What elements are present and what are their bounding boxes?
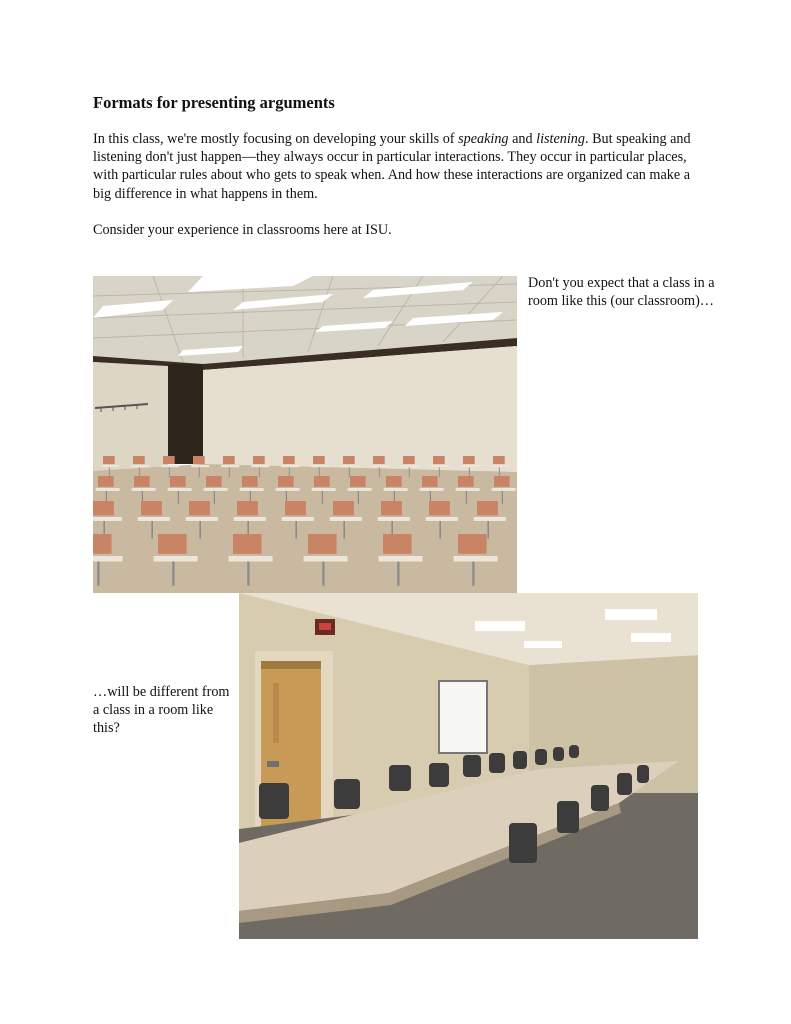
consider-paragraph: Consider your experience in classrooms here at ISU.	[93, 222, 392, 238]
intro-text-1: In this class, we're mostly focusing on developing your skills of	[93, 131, 459, 147]
conference-caption: …will be different from a class in a room like this?	[93, 684, 230, 737]
intro-text-2: and	[508, 131, 537, 147]
classroom-caption: Don't you expect that a class in a room like this (our classroom)…	[528, 275, 715, 310]
conference-room-photo	[239, 593, 698, 939]
intro-emphasis-speaking: speaking	[458, 131, 509, 147]
classroom-photo	[93, 276, 517, 593]
intro-emphasis-listening: listening	[536, 131, 585, 147]
intro-paragraph	[93, 130, 693, 203]
intro-text-3: . But speaking and listening don't just happen—they always occur in particular interactions. They occur in particular places, with particular rules about who gets to speak when. And how these interactions are organized can make a big difference in what happens in them.	[93, 131, 691, 202]
page-title: Formats for presenting arguments	[93, 93, 335, 112]
